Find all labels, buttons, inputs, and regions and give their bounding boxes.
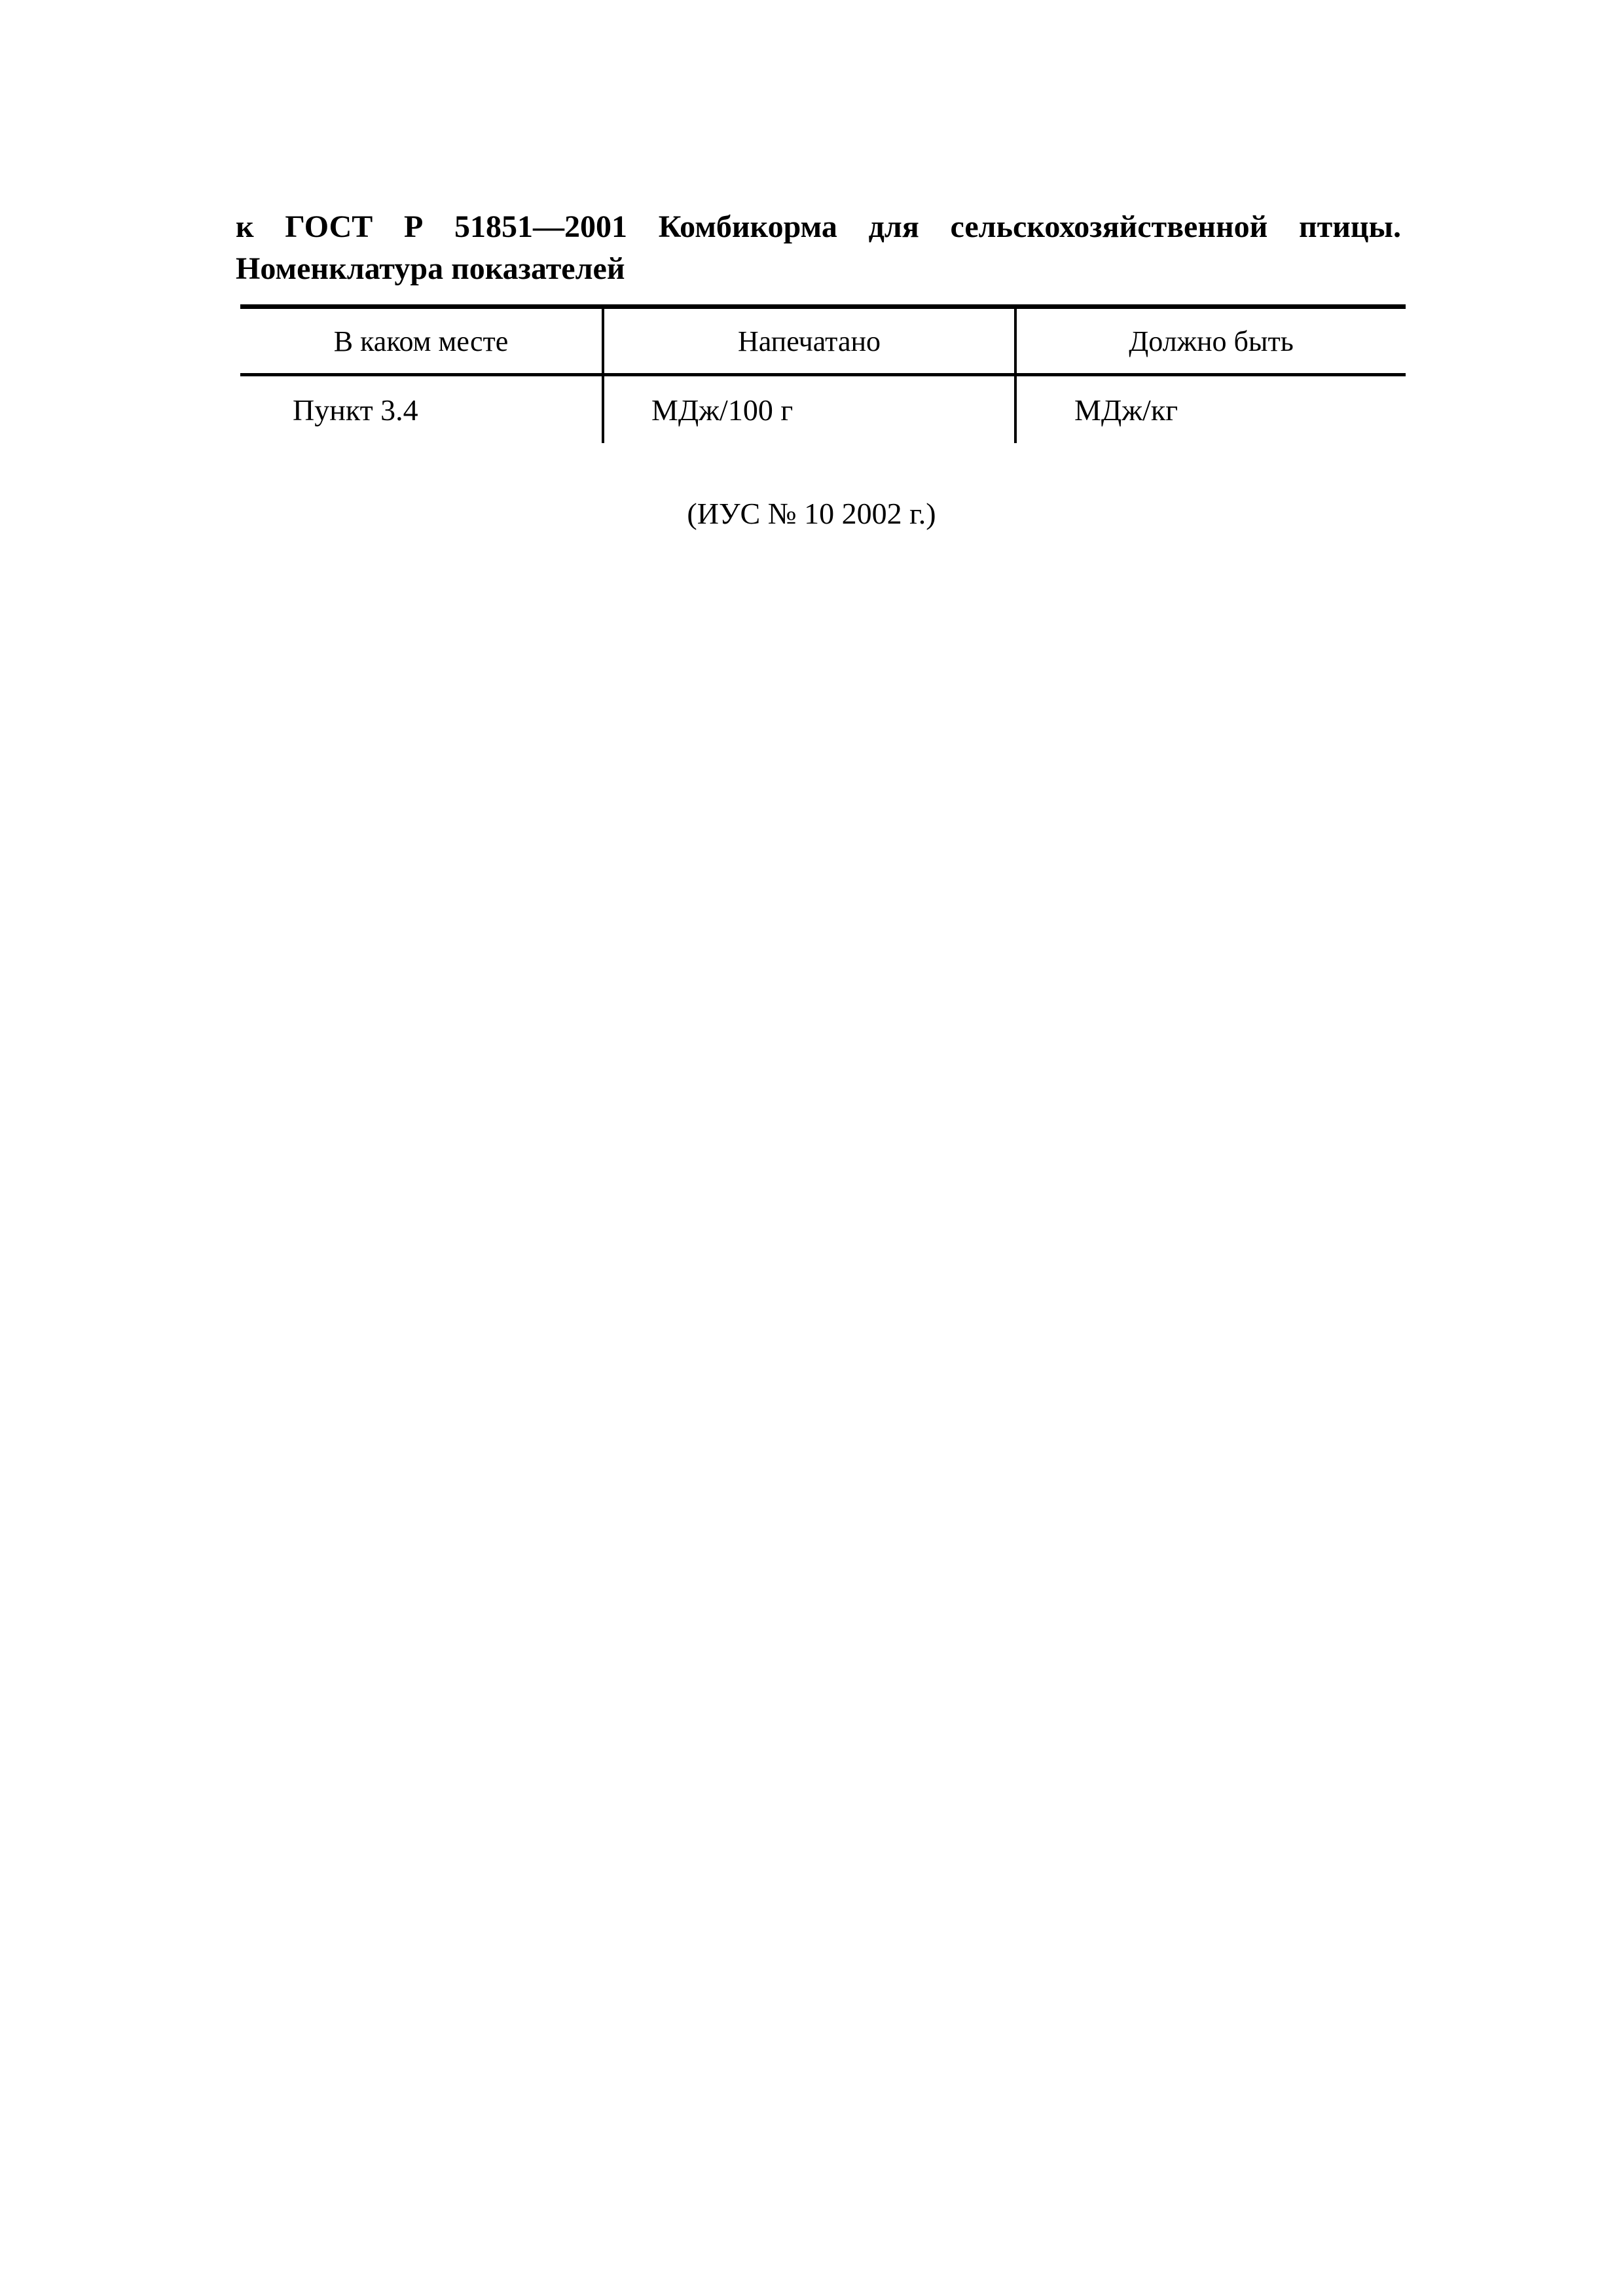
- correction-table-container: [240, 304, 1406, 443]
- document-title: [236, 206, 1401, 290]
- cell-should-be: МДж/кг: [1015, 375, 1406, 444]
- header-printed: Напечатано: [603, 307, 1015, 375]
- cell-place: Пункт 3.4: [293, 393, 418, 427]
- table-row: [240, 375, 1406, 444]
- title-line-2: Номенклатура показателей: [236, 251, 625, 286]
- title-line-1: к ГОСТ Р 51851—2001 Комбикорма для сельскохозяйственной птицы.: [236, 209, 1401, 244]
- correction-table: [240, 304, 1406, 443]
- header-should-be: Должно быть: [1015, 307, 1406, 375]
- table-header-row: [240, 307, 1406, 375]
- header-place: В каком месте: [333, 325, 509, 357]
- source-note: (ИУС № 10 2002 г.): [687, 497, 936, 530]
- cell-printed: МДж/100 г: [603, 375, 1015, 444]
